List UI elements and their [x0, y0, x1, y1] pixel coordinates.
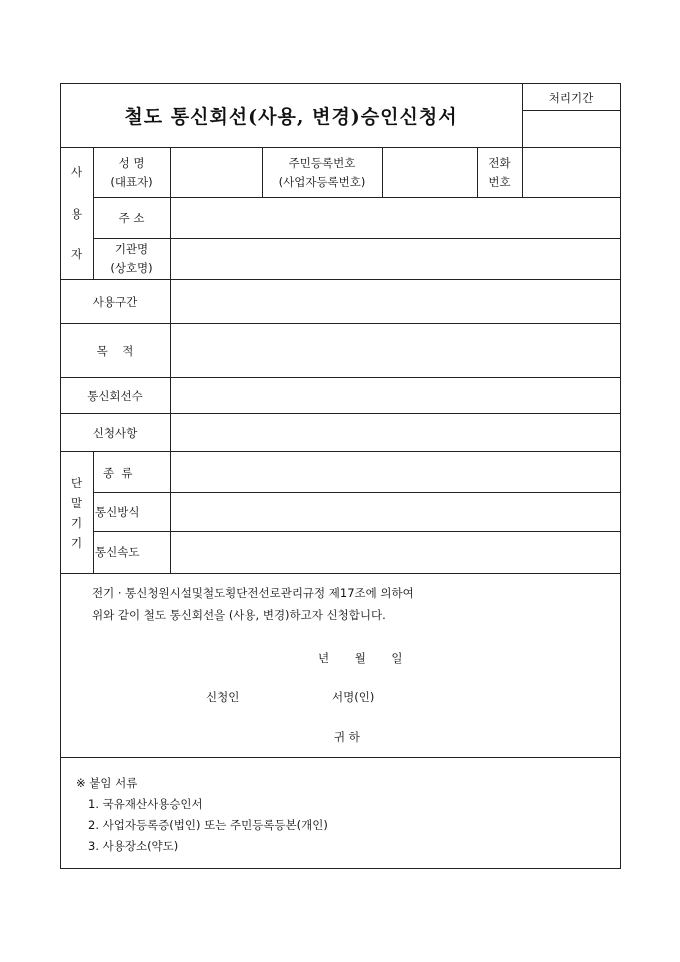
attachments-header: ※ 붙임 서류	[76, 776, 138, 790]
terminal-type-field[interactable]	[171, 452, 620, 492]
address-field[interactable]	[171, 198, 620, 238]
org-field[interactable]	[171, 239, 620, 279]
phone-field[interactable]	[523, 148, 620, 197]
org-label-sub: (상호명)	[110, 261, 153, 275]
attachment-item: 1. 국유재산사용승인서	[88, 797, 203, 811]
purpose-label: 목 적	[96, 344, 134, 358]
applicant-label: 신청인	[206, 690, 240, 704]
rule-terminal-bottom	[60, 573, 621, 574]
form-title: 철도 통신회선(사용, 변경)승인신청서	[124, 106, 458, 128]
applicant-group-label-3: 자	[70, 247, 83, 261]
section-label: 사용구간	[92, 295, 138, 309]
terminal-group-label-4: 기	[70, 536, 83, 550]
request-label: 신청사항	[92, 426, 138, 440]
processing-period-label: 처리기간	[548, 91, 594, 105]
applicant-group-label-1: 사	[70, 165, 83, 179]
rule-terminal-group	[93, 451, 94, 574]
terminal-type-label: 종 류	[103, 466, 133, 480]
recipient-label: 귀 하	[334, 730, 360, 744]
attachment-item: 2. 사업자등록증(법인) 또는 주민등록등본(개인)	[88, 818, 328, 832]
address-label: 주 소	[118, 211, 145, 225]
border-right	[620, 83, 621, 869]
org-label: 기관명	[114, 242, 149, 256]
line-count-label: 통신회선수	[87, 389, 143, 403]
terminal-group-label-2: 말	[70, 496, 83, 510]
applicant-group-label-2: 용	[70, 207, 83, 221]
name-label: 성 명	[118, 156, 145, 170]
processing-period-value[interactable]	[523, 111, 620, 147]
border-bottom	[60, 868, 621, 869]
border-top	[60, 83, 621, 84]
signature-label: 서명(인)	[332, 690, 375, 704]
purpose-field[interactable]	[171, 324, 620, 377]
reg-no-label: 주민등록번호	[288, 156, 356, 170]
declaration-line-2: 위와 같이 철도 통신회선을 (사용, 변경)하고자 신청합니다.	[92, 608, 386, 622]
section-field[interactable]	[171, 280, 620, 323]
phone-label-sub: 번호	[488, 175, 511, 189]
terminal-group-label-1: 단	[70, 476, 83, 490]
attachment-item: 3. 사용장소(약도)	[88, 839, 179, 853]
request-field[interactable]	[171, 414, 620, 451]
declaration-line-1: 전기 · 통신청원시설및철도횡단전선로관리규정 제17조에 의하여	[92, 586, 414, 600]
reg-no-field[interactable]	[383, 148, 477, 197]
terminal-method-field[interactable]	[171, 493, 620, 531]
declaration-date: 년 월 일	[318, 651, 403, 665]
line-count-field[interactable]	[171, 378, 620, 413]
name-field[interactable]	[171, 148, 262, 197]
name-label-sub: (대표자)	[110, 175, 153, 189]
terminal-group-label-3: 기	[70, 516, 83, 530]
reg-no-label-sub: (사업자등록번호)	[278, 175, 366, 189]
rule-declaration-bottom	[60, 757, 621, 758]
phone-label: 전화	[488, 156, 511, 170]
terminal-speed-label: 통신속도	[95, 545, 140, 559]
terminal-method-label: 통신방식	[95, 505, 140, 519]
terminal-speed-field[interactable]	[171, 532, 620, 573]
